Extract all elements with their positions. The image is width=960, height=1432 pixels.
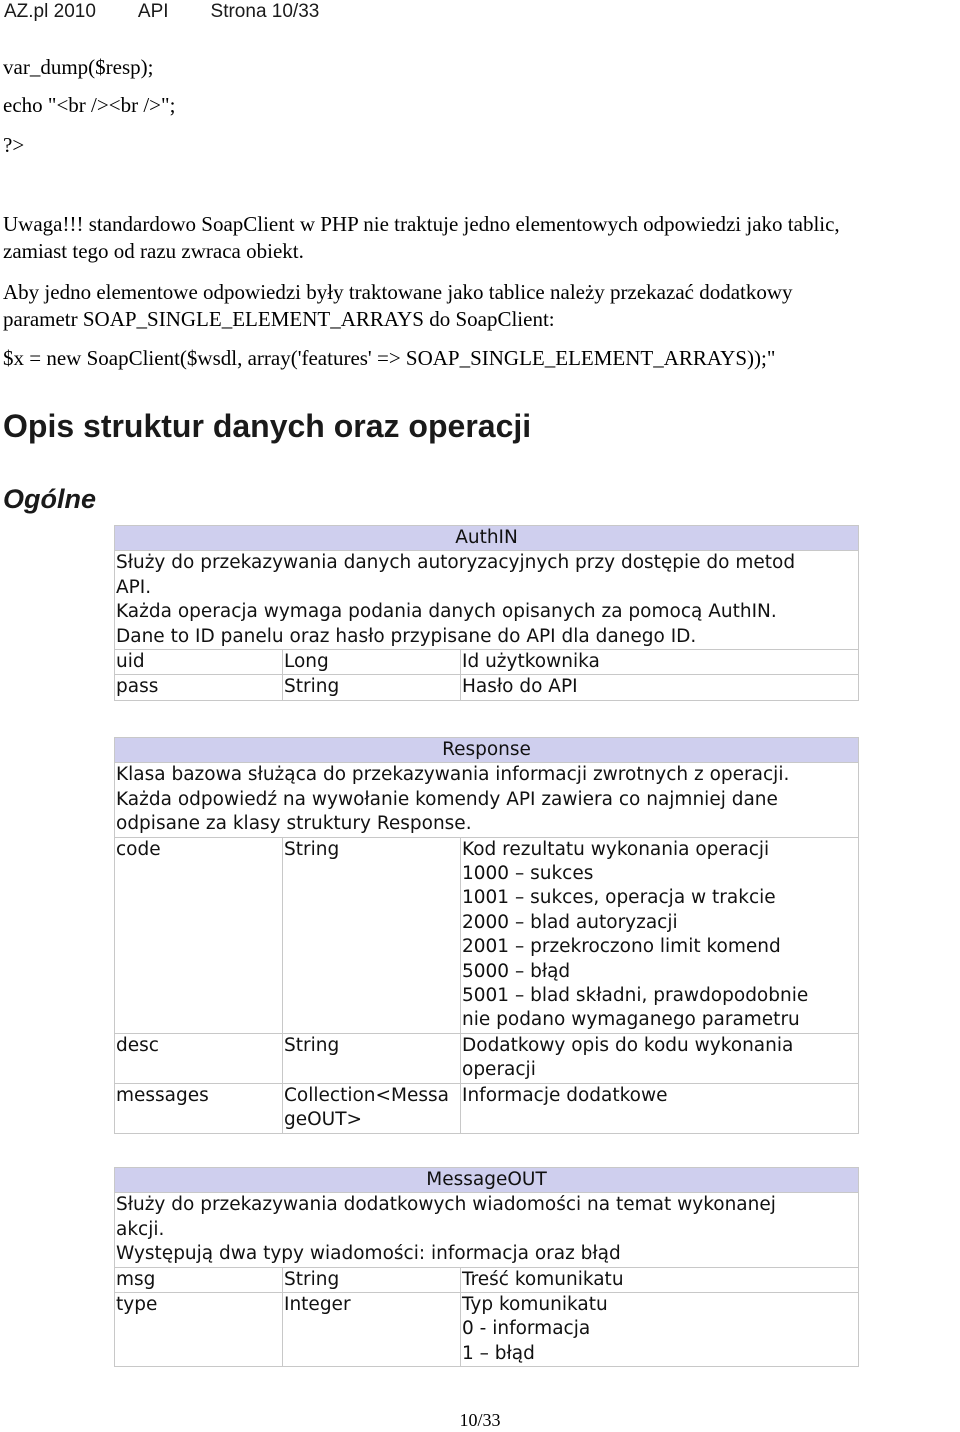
field-name: code: [115, 837, 283, 1033]
table-row: [115, 675, 859, 700]
field-description: [461, 1083, 859, 1133]
field-description-line: 1 – błąd: [462, 1342, 535, 1364]
code-example: $x = new SoapClient($wsdl, array('features' => SOAP_SINGLE_ELEMENT_ARRAYS));": [3, 346, 776, 370]
field-description: [461, 837, 859, 1033]
info-text-line2: parametr SOAP_SINGLE_ELEMENT_ARRAYS do SoapClient:: [3, 307, 555, 331]
field-type: String: [283, 1267, 461, 1292]
field-description: [461, 650, 859, 675]
description-line: API.: [116, 576, 152, 598]
field-description: [461, 1267, 859, 1292]
field-type: String: [283, 1033, 461, 1083]
page-header: [4, 0, 361, 24]
description-line: Każda operacja wymaga podania danych opisanych za pomocą AuthIN.: [116, 601, 777, 623]
table-title-row: [115, 738, 859, 763]
code-line-var-dump: var_dump($resp);: [3, 55, 154, 79]
field-description-line: operacji: [462, 1059, 536, 1081]
table-description-row: [115, 763, 859, 837]
code-line-echo: echo "<br /><br />";: [3, 93, 176, 117]
description-line: akcji.: [116, 1218, 165, 1240]
field-description-line: 1000 – sukces: [462, 863, 594, 885]
field-description-line: nie podano wymaganego parametru: [462, 1009, 800, 1031]
field-description-line: 0 - informacja: [462, 1318, 591, 1340]
field-name: uid: [115, 650, 283, 675]
description-line: Każda odpowiedź na wywołanie komendy API zawiera co najmniej dane: [116, 788, 778, 810]
response-table: [114, 737, 859, 1134]
table-row: [115, 1293, 859, 1367]
field-name: messages: [115, 1083, 283, 1133]
field-description-line: 5001 – blad składni, prawdopodobnie: [462, 985, 809, 1007]
struct-name: Response: [115, 738, 859, 763]
struct-name: AuthIN: [115, 526, 859, 551]
field-description-line: Kod rezultatu wykonania operacji: [462, 838, 770, 860]
field-description-line: 5000 – błąd: [462, 960, 571, 982]
field-name: type: [115, 1293, 283, 1367]
authin-table: [114, 525, 859, 701]
messageout-table: [114, 1167, 859, 1367]
field-type: String: [283, 675, 461, 700]
field-description-line: 1001 – sukces, operacja w trakcie: [462, 887, 776, 909]
description-line: Służy do przekazywania dodatkowych wiadomości na temat wykonanej: [116, 1194, 776, 1216]
table-description-row: [115, 1193, 859, 1267]
header-page-number: Strona 10/33: [210, 1, 320, 22]
field-type: Long: [283, 650, 461, 675]
field-type: String: [283, 837, 461, 1033]
subsection-heading: Ogólne: [3, 484, 96, 514]
description-line: Dane to ID panelu oraz hasło przypisane do API dla danego ID.: [116, 625, 697, 647]
table-row: [115, 650, 859, 675]
header-section: API: [137, 1, 169, 22]
page-footer-number: 10/33: [459, 1410, 501, 1430]
table-row: [115, 1083, 859, 1133]
field-description-line: Informacje dodatkowe: [462, 1084, 668, 1106]
header-site: AZ.pl 2010: [4, 1, 96, 22]
field-type: Integer: [283, 1293, 461, 1367]
field-description-line: Dodatkowy opis do kodu wykonania: [462, 1034, 794, 1056]
field-name: msg: [115, 1267, 283, 1292]
field-description-line: Treść komunikatu: [462, 1268, 624, 1290]
description-line: Służy do przekazywania danych autoryzacyjnych przy dostępie do metod: [116, 552, 796, 574]
description-line: Klasa bazowa służąca do przekazywania informacji zwrotnych z operacji.: [116, 764, 790, 786]
warning-text-line2: zamiast tego od razu zwraca obiekt.: [3, 239, 304, 263]
struct-name: MessageOUT: [115, 1168, 859, 1193]
description-line: Występują dwa typy wiadomości: informacja oraz błąd: [116, 1243, 621, 1265]
description-line: odpisane za klasy struktury Response.: [116, 813, 472, 835]
field-description: [461, 1033, 859, 1083]
info-text-line1: Aby jedno elementowe odpowiedzi były traktowane jako tablice należy przekazać dodatkowy: [3, 280, 793, 304]
table-title-row: [115, 526, 859, 551]
field-description: [461, 1293, 859, 1367]
table-row: [115, 837, 859, 1033]
field-description-line: 2000 – blad autoryzacji: [462, 911, 678, 933]
warning-text-line1: Uwaga!!! standardowo SoapClient w PHP nie traktuje jedno elementowych odpowiedzi jako tablic,: [3, 212, 840, 236]
field-description-line: Typ komunikatu: [462, 1294, 608, 1316]
field-name: desc: [115, 1033, 283, 1083]
field-type: Collection<MessageOUT>: [283, 1083, 461, 1133]
struct-description: [115, 1193, 859, 1267]
struct-description: [115, 551, 859, 650]
table-description-row: [115, 551, 859, 650]
field-description-line: 2001 – przekroczono limit komend: [462, 936, 781, 958]
table-title-row: [115, 1168, 859, 1193]
code-line-php-close: ?>: [3, 133, 25, 157]
field-description: [461, 675, 859, 700]
field-description-line: Id użytkownika: [462, 651, 600, 673]
table-row: [115, 1033, 859, 1083]
struct-description: [115, 763, 859, 837]
table-row: [115, 1267, 859, 1292]
field-description-line: Hasło do API: [462, 676, 578, 698]
field-name: pass: [115, 675, 283, 700]
section-heading: Opis struktur danych oraz operacji: [3, 408, 532, 444]
